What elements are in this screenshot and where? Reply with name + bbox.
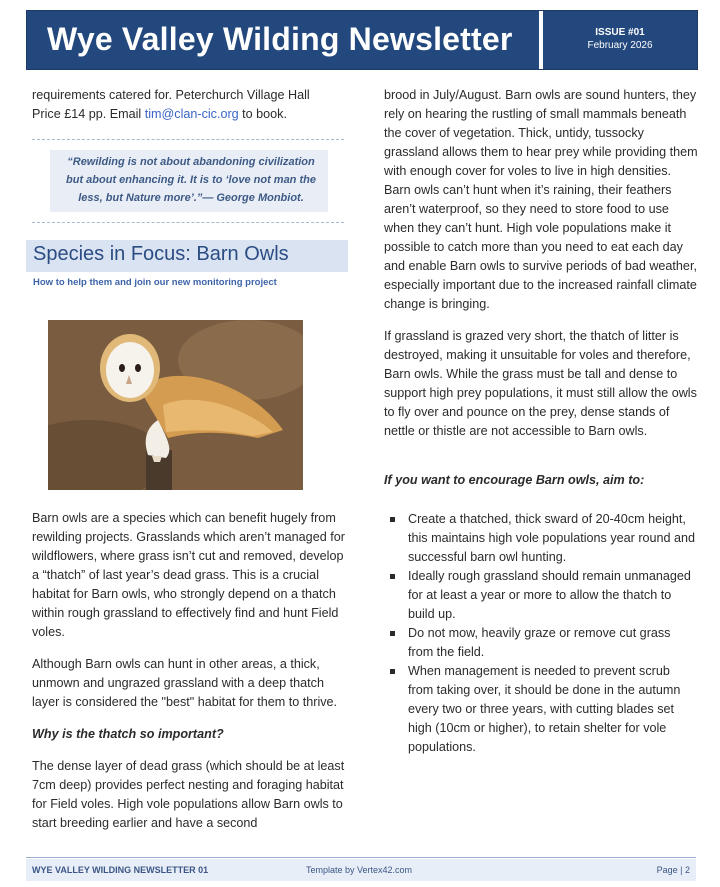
footer-page-number: Page | 2 — [656, 865, 690, 875]
footer-template-credit: Template by Vertex42.com — [306, 865, 413, 875]
list-item-text: Ideally rough grassland should remain unmanaged for at least a year or more to allow the thatch to build up. — [408, 569, 691, 621]
left-paragraph-2: Although Barn owls can hunt in other areas, a thick, unmown and ungrazed grassland with a deep thatch layer is considered the "best" habitat for them to thrive. — [32, 657, 338, 709]
left-paragraph-1: Barn owls are a species which can benefit hugely from rewilding projects. Grasslands which aren’t managed for wildflowers, where grass isn’t cut and removed, develop a “thatch” of last year’s dead grass. This is a crucial habitat for Barn owls, who strongly depend on a thatch within rough grassland to effectively find and hunt Field voles. — [32, 511, 345, 639]
barn-owl-photo — [48, 320, 303, 490]
barn-owl-illustration — [48, 320, 303, 490]
list-item-text: Do not mow, heavily graze or remove cut grass from the field. — [408, 626, 671, 659]
recommendation-list — [384, 510, 698, 757]
list-item — [384, 510, 698, 567]
list-item-text: When management is needed to prevent scrub from taking over, it should be done in the autumn every two or three years, with cutting blades set high (10cm or higher), to retain shelter for vole populations. — [408, 664, 681, 754]
newsletter-header — [26, 10, 698, 70]
bullet-icon — [390, 574, 395, 579]
issue-number: ISSUE #01 — [595, 27, 645, 38]
right-body — [384, 86, 698, 757]
list-item-text: Create a thatched, thick sward of 20-40cm height, this maintains high vole populations year round and successful barn owl hunting. — [408, 512, 696, 564]
thatch-subheading: Why is the thatch so important? — [32, 727, 224, 741]
footer-divider — [26, 857, 696, 858]
intro-book-text: to book. — [238, 107, 287, 121]
left-body — [32, 509, 348, 846]
list-item — [384, 567, 698, 624]
right-paragraph-2: If grassland is grazed very short, the thatch of litter is destroyed, making it unsuitable for voles and therefore, Barn owls. While the grass must be tall and dense to support high prey populations, it must still allow the owls to fly over and pounce on the prey, dense stands of nettle or thistle are not accessible to Barn owls. — [384, 329, 697, 438]
issue-date: February 2026 — [587, 40, 653, 51]
page-footer — [26, 859, 696, 881]
section-title: Species in Focus: Barn Owls — [33, 243, 289, 265]
quote-panel — [50, 150, 328, 212]
quote-box — [32, 139, 344, 223]
section-subtitle: How to help them and join our new monitoring project — [33, 277, 277, 288]
left-paragraph-3: The dense layer of dead grass (which should be at least 7cm deep) provides perfect nesting and foraging habitat for Field voles. High vole populations allow Barn owls to start breeding earlier and have a second — [32, 759, 345, 830]
footer-newsletter-name: WYE VALLEY WILDING NEWSLETTER 01 — [32, 865, 209, 875]
bullet-icon — [390, 517, 395, 522]
intro-line-2 — [32, 105, 348, 124]
intro-line-1: requirements catered for. Peterchurch Village Hall — [32, 88, 310, 102]
section-heading-band — [26, 240, 348, 272]
email-link[interactable]: tim@clan-cic.org — [144, 107, 239, 121]
left-intro — [32, 86, 348, 124]
list-item — [384, 662, 698, 757]
list-item — [384, 624, 698, 662]
quote-text: “Rewilding is not about abandoning civilization but about enhancing it. It is to ‘love not man the less, but Nature more’.”— George Monbiot. — [66, 156, 316, 204]
bullet-icon — [390, 631, 395, 636]
bullet-icon — [390, 669, 395, 674]
encourage-subheading: If you want to encourage Barn owls, aim to: — [384, 473, 645, 487]
intro-price-text: Price £14 pp. Email — [32, 107, 145, 121]
right-paragraph-1: brood in July/August. Barn owls are sound hunters, they rely on hearing the rustling of small mammals beneath the cover of vegetation. Thick, untidy, tussocky grassland allows them to hear prey while providing them with enough cover for voles to live in high densities. Barn owls can’t hunt when it’s raining, their feathers aren’t waterproof, so they need to store food to use when they can’t hunt. High vole populations make it possible to catch more than you need to eat each day and enable Barn owls to survive periods of bad weather, especially important due to the increased rainfall climate change is bringing. — [384, 88, 698, 311]
newsletter-title: Wye Valley Wilding Newsletter — [47, 21, 513, 57]
